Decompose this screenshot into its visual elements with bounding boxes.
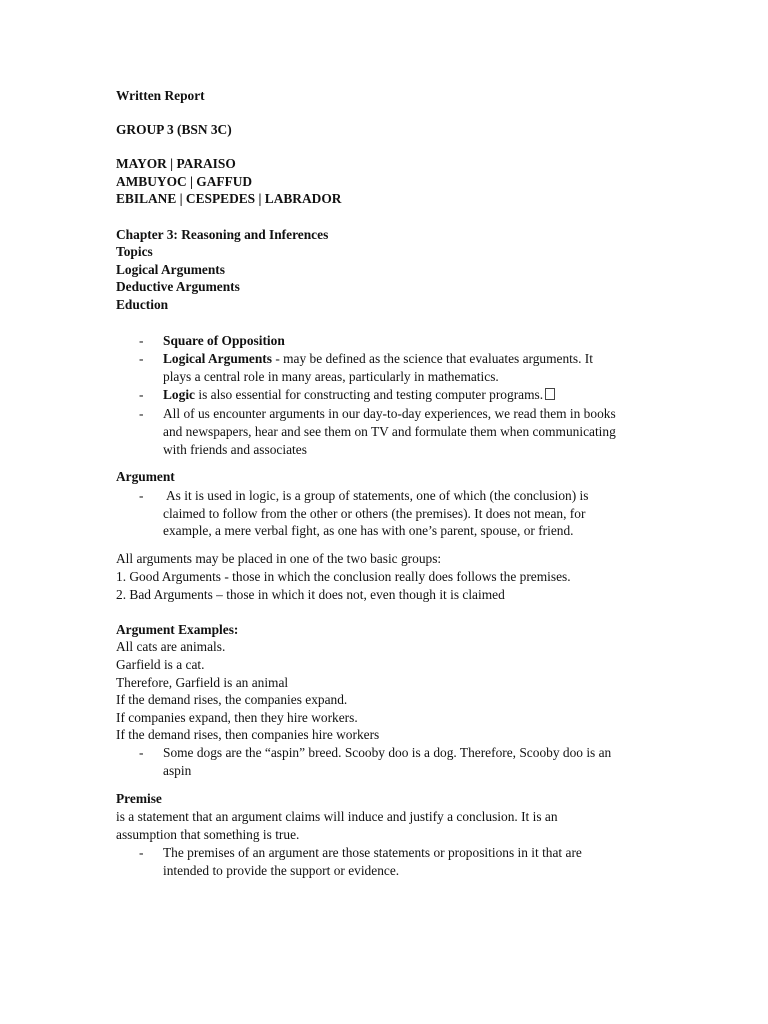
logic-definition: is also essential for constructing and testing computer programs. bbox=[195, 387, 544, 402]
example-line: Garfield is a cat. bbox=[116, 657, 205, 672]
examples-heading: Argument Examples: bbox=[116, 622, 239, 637]
good-arguments: 1. Good Arguments - those in which the conclusion really does follows the premises. bbox=[116, 569, 571, 584]
logical-arguments-definition: - may be defined as the science that evaluates arguments. It bbox=[271, 351, 593, 366]
bullet-marker: - bbox=[139, 745, 144, 760]
premise-definition-line: assumption that something is true. bbox=[116, 827, 300, 842]
bullet-marker: - bbox=[139, 333, 144, 348]
argument-definition-line: example, a mere verbal fight, as one has with one’s parent, spouse, or friend. bbox=[163, 523, 574, 538]
bullet-marker: - bbox=[139, 351, 144, 366]
example-line: All cats are animals. bbox=[116, 639, 226, 654]
bullet-text-line: All of us encounter arguments in our day-to-day experiences, we read them in books bbox=[163, 406, 616, 421]
bullet-text-line: and newspapers, hear and see them on TV and formulate them when communicating bbox=[163, 424, 616, 439]
topic-item: Logical Arguments bbox=[116, 262, 225, 277]
bullet-marker: - bbox=[139, 406, 144, 421]
chapter-title: Chapter 3: Reasoning and Inferences bbox=[116, 227, 329, 242]
logical-arguments-item bbox=[163, 350, 593, 367]
example-line: If the demand rises, then companies hire workers bbox=[116, 727, 380, 742]
bad-arguments: 2. Bad Arguments – those in which it does not, even though it is claimed bbox=[116, 587, 505, 602]
square-of-opposition: Square of Opposition bbox=[163, 333, 285, 348]
example-line: If the demand rises, the companies expand. bbox=[116, 692, 348, 707]
premise-bullet-line: The premises of an argument are those statements or propositions in it that are bbox=[163, 845, 582, 860]
groups-intro: All arguments may be placed in one of the two basic groups: bbox=[116, 551, 442, 566]
bullet-marker: - bbox=[139, 488, 144, 503]
logical-arguments-continuation: plays a central role in many areas, particularly in mathematics. bbox=[163, 369, 499, 384]
premise-heading: Premise bbox=[116, 791, 162, 806]
argument-definition-line: As it is used in logic, is a group of statements, one of which (the conclusion) is bbox=[166, 488, 589, 503]
example-line: If companies expand, then they hire workers. bbox=[116, 710, 358, 725]
premise-definition-line: is a statement that an argument claims will induce and justify a conclusion. It is an bbox=[116, 809, 558, 824]
example-bullet-line: aspin bbox=[163, 763, 192, 778]
logical-arguments-term: Logical Arguments bbox=[163, 351, 272, 366]
example-bullet-line: Some dogs are the “aspin” breed. Scooby doo is a dog. Therefore, Scooby doo is an bbox=[163, 745, 612, 760]
report-title: Written Report bbox=[116, 88, 205, 103]
bullet-text-line: with friends and associates bbox=[163, 442, 307, 457]
bullet-marker: - bbox=[139, 387, 144, 402]
bullet-marker: - bbox=[139, 845, 144, 860]
member-line: MAYOR | PARAISO bbox=[116, 156, 236, 171]
premise-bullet-line: intended to provide the support or evidence. bbox=[163, 863, 400, 878]
example-line: Therefore, Garfield is an animal bbox=[116, 675, 289, 690]
argument-definition-line: claimed to follow from the other or others (the premises). It does not mean, for bbox=[163, 506, 586, 521]
member-line: EBILANE | CESPEDES | LABRADOR bbox=[116, 191, 342, 206]
topic-item: Deductive Arguments bbox=[116, 279, 240, 294]
missing-glyph-icon bbox=[545, 388, 555, 400]
argument-heading: Argument bbox=[116, 469, 175, 484]
logic-term: Logic bbox=[163, 387, 195, 402]
group-label: GROUP 3 (BSN 3C) bbox=[116, 122, 232, 137]
topics-heading: Topics bbox=[116, 244, 153, 259]
member-line: AMBUYOC | GAFFUD bbox=[116, 174, 253, 189]
topic-item: Eduction bbox=[116, 297, 169, 312]
logic-item bbox=[163, 386, 555, 403]
